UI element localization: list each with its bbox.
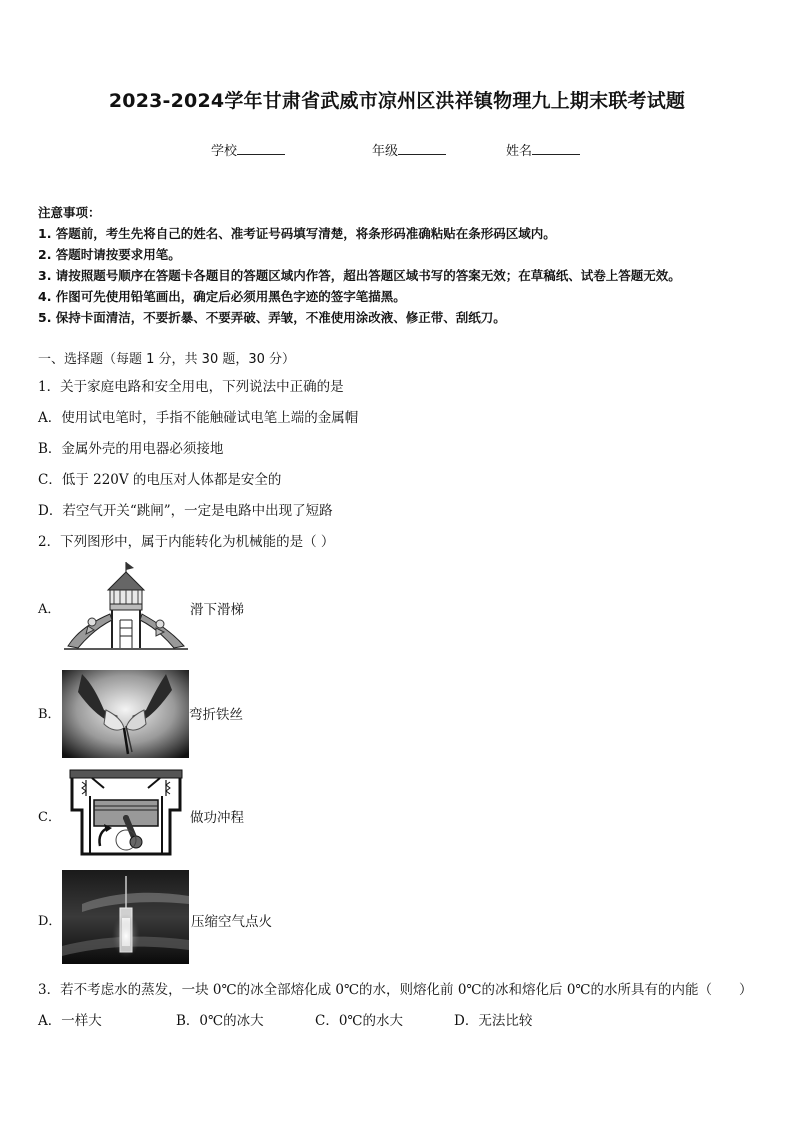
school-field[interactable]: [211, 140, 285, 159]
student-info-row: [0, 140, 794, 160]
q1-option-b: B．金属外壳的用电器必须接地: [38, 441, 224, 457]
q1-option-d: D．若空气开关“跳闸”，一定是电路中出现了短路: [38, 503, 333, 519]
slide-icon: [64, 560, 188, 652]
q1-stem: 1．关于家庭电路和安全用电，下列说法中正确的是: [38, 379, 344, 395]
name-field[interactable]: [506, 140, 580, 159]
q3-option-b: B．0℃的冰大: [176, 1013, 264, 1029]
notice-item: 3. 请按照题号顺序在答题卡各题目的答题区域内作答，超出答题区域书写的答案无效；在草稿纸、试卷上答题无效。: [38, 268, 681, 283]
name-blank[interactable]: [532, 141, 580, 155]
q2-stem: 2．下列图形中，属于内能转化为机械能的是（ ）: [38, 534, 335, 550]
q2-option-d-letter: D．: [38, 914, 62, 929]
notice-item: 4. 作图可先使用铅笔画出，确定后必须用黑色字迹的签字笔描黑。: [38, 289, 406, 304]
engine-stroke-diagram: [64, 766, 188, 858]
q2-option-c-label: 做功冲程: [190, 810, 244, 826]
school-label: 学校: [211, 144, 238, 159]
q3-stem: 3．若不考虑水的蒸发，一块 0℃的冰全部熔化成 0℃的水，则熔化前 0℃的冰和熔化后 0℃的水所具有的内能（ ）: [38, 982, 753, 998]
page-title: 2023-2024学年甘肃省武威市凉州区洪祥镇物理九上期末联考试题: [108, 90, 686, 112]
notice-heading: 注意事项：: [38, 205, 101, 220]
bending-wire-photo: [62, 670, 189, 758]
notice-item: 1. 答题前，考生先将自己的姓名、准考证号码填写清楚，将条形码准确粘贴在条形码区域内。: [38, 226, 556, 241]
grade-label: 年级: [372, 144, 399, 159]
notice-item: 5. 保持卡面清洁，不要折暴、不要弄破、弄皱，不准使用涂改液、修正带、刮纸刀。: [38, 310, 506, 325]
q3-option-c: C．0℃的水大: [315, 1013, 404, 1029]
q3-option-d: D．无法比较: [454, 1013, 533, 1029]
grade-blank[interactable]: [398, 141, 446, 155]
section-heading: 一、选择题（每题 1 分，共 30 题，30 分）: [38, 352, 296, 367]
q3-option-a: A．一样大: [38, 1013, 102, 1029]
q2-option-c-letter: C．: [38, 810, 61, 825]
school-blank[interactable]: [237, 141, 285, 155]
q2-option-b-label: 弯折铁丝: [189, 707, 243, 723]
notice-item: 2. 答题时请按要求用笔。: [38, 247, 181, 262]
q2-option-d-label: 压缩空气点火: [191, 914, 272, 930]
q2-option-a-label: 滑下滑梯: [190, 602, 244, 618]
name-label: 姓名: [506, 144, 533, 159]
grade-field[interactable]: [372, 140, 446, 159]
q2-option-b-letter: B．: [38, 707, 61, 722]
q1-option-c: C．低于 220V 的电压对人体都是安全的: [38, 472, 282, 488]
q1-option-a: A．使用试电笔时，手指不能触碰试电笔上端的金属帽: [38, 410, 359, 426]
compressed-air-ignition-photo: [62, 870, 189, 964]
q2-option-a-letter: A．: [38, 602, 61, 617]
